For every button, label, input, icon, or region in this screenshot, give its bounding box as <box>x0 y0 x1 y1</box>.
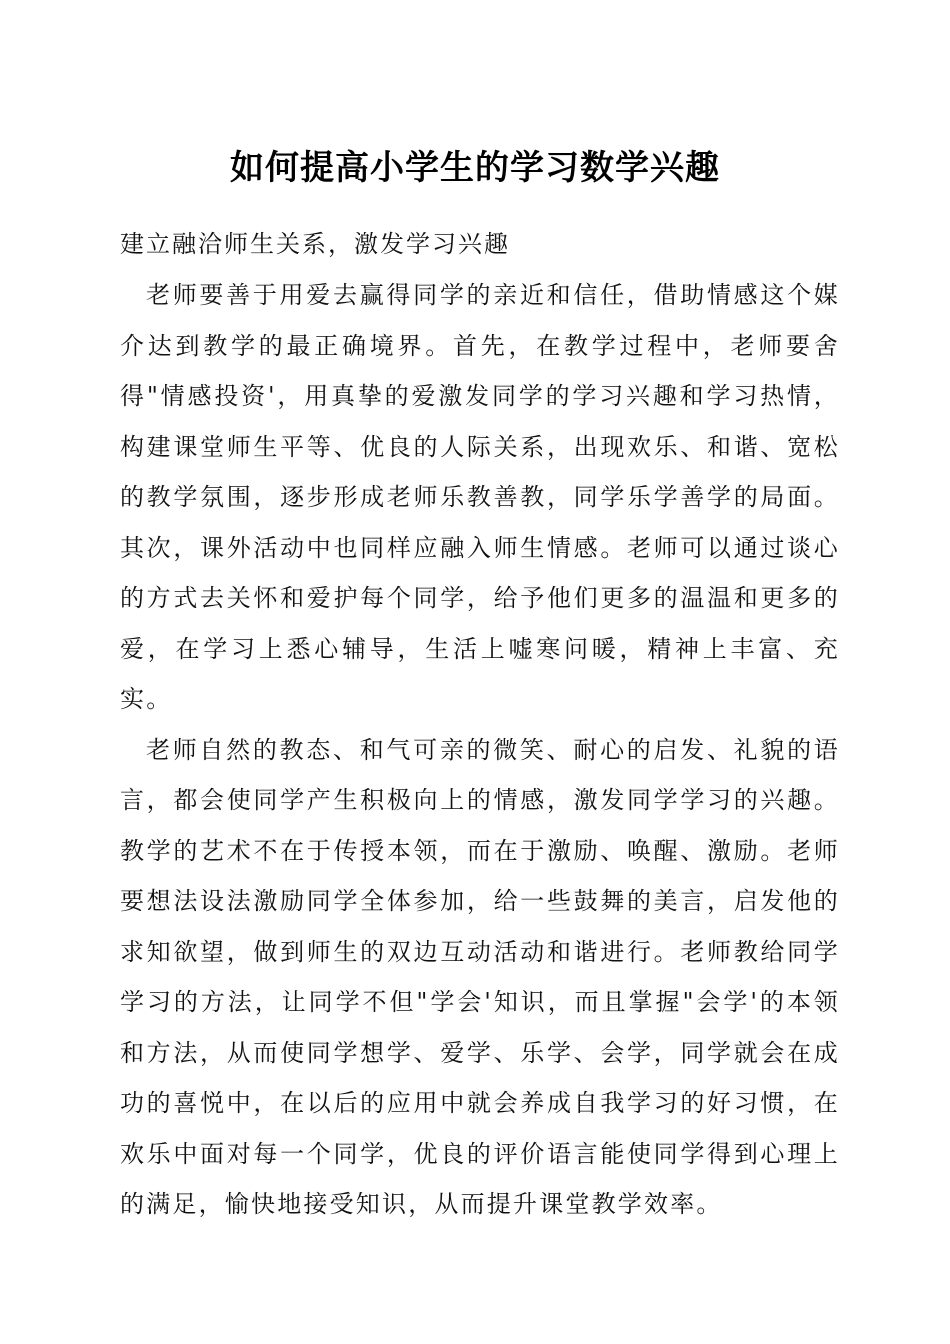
paragraph: 老师要善于用爱去赢得同学的亲近和信任，借助情感这个媒介达到教学的最正确境界。首先，在教学过程中，老师要舍得"情感投资'，用真挚的爱激发同学的学习兴趣和学习热情，构建课堂师生平等、优良的人际关系，出现欢乐、和谐、宽松的教学氛围，逐步形成老师乐教善教，同学乐学善学的局面。其次，课外活动中也同样应融入师生情感。老师可以通过谈心的方式去关怀和爱护每个同学，给予他们更多的温温和更多的爱，在学习上悉心辅导，生活上嘘寒问暖，精神上丰富、充实。 <box>120 281 840 713</box>
document-title: 如何提高小学生的学习数学兴趣 <box>230 148 720 188</box>
paragraph: 老师自然的教态、和气可亲的微笑、耐心的启发、礼貌的语言，都会使同学产生积极向上的情感，激发同学学习的兴趣。教学的艺术不在于传授本领，而在于激励、唤醒、激励。老师要想法设法激励同学全体参加，给一些鼓舞的美言，启发他的求知欲望，做到师生的双边互动活动和谐进行。老师教给同学学习的方法，让同学不但"学会'知识，而且掌握"会学'的本领和方法，从而使同学想学、爱学、乐学、会学，同学就会在成功的喜悦中，在以后的应用中就会养成自我学习的好习惯，在欢乐中面对每一个同学，优良的评价语言能使同学得到心理上的满足，愉快地接受知识，从而提升课堂教学效率。 <box>120 735 840 1218</box>
document-body <box>120 222 840 1230</box>
section-heading: 建立融洽师生关系，激发学习兴趣 <box>120 230 510 258</box>
